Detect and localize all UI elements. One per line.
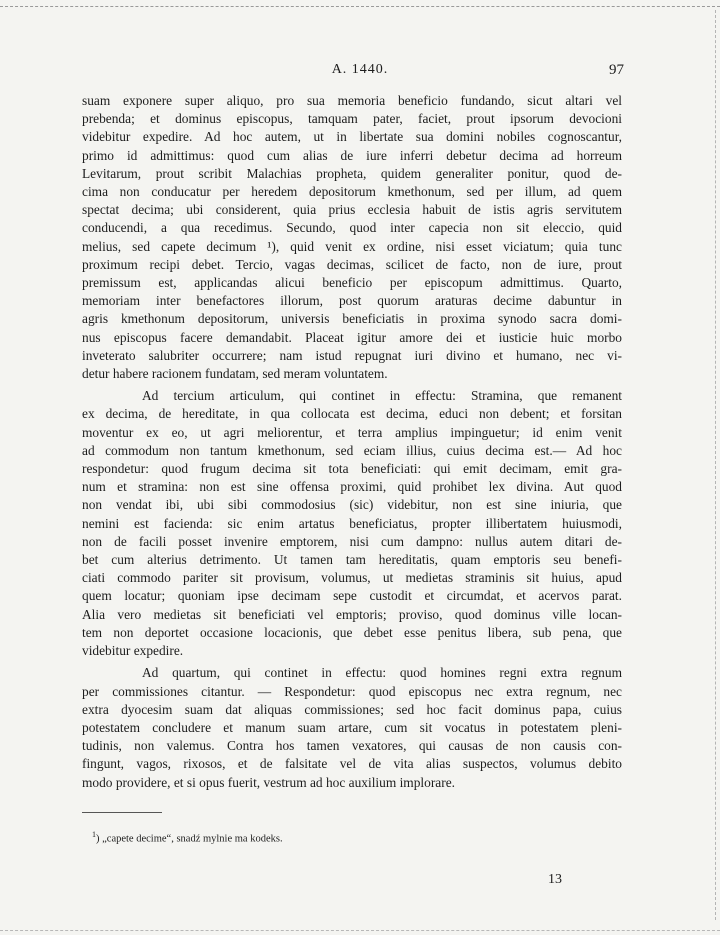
- text-line: Alia vero medietas sit beneficiati vel emptoris; proviso, quod dominus ville locan-: [82, 606, 622, 622]
- text-line: primo id admittimus: quod cum alias de iure inferri debetur decima ad horreum: [82, 147, 622, 163]
- page-bottom-edge: [0, 930, 720, 931]
- text-line: prebenda; et dominus episcopus, tamquam pater, faciet, prout ipsorum devocioni: [82, 111, 622, 127]
- text-line: nus episcopus facere demandabit. Placeat igitur amore dei et iusticie huic morbo: [82, 329, 622, 345]
- text-line: proximum recipi debet. Tercio, vagas decimas, scilicet de facto, non de iure, prout: [82, 256, 622, 272]
- text-line: potestatem concludere et manum suam artare, cum sit vocatus in potestatem pleni-: [82, 719, 622, 735]
- page-top-edge: [0, 6, 720, 7]
- text-line: spectat decima; ubi considerent, quia prius ecclesia habuit de istis agris servitutem: [82, 202, 622, 218]
- body-text: [82, 92, 622, 792]
- signature-mark: 13: [548, 872, 562, 887]
- text-line: ad commodum non tantum kmethonum, sed eciam illius, cuius decima est.— Ad hoc: [82, 442, 622, 458]
- text-line: agris kmethonum depositorum, universis beneficiatis in proxima synodo sacra domi-: [82, 311, 622, 327]
- text-line: memoriam inter benefactores illorum, post quorum araturas decime dabuntur in: [82, 293, 622, 309]
- footnote: [92, 830, 283, 845]
- page-number: 97: [609, 62, 624, 78]
- footnote-text: „capete decime“, snadź mylnie ma kodeks.: [102, 833, 283, 845]
- text-line: non vendat ibi, ubi sibi commodosius (sic) videbitur, non est sine iniuria, que: [82, 497, 622, 513]
- text-line: quem locatur; quoniam ipse decimam sepe custodit et circumdat, et acervos parat.: [82, 588, 622, 604]
- text-line: nemini est facienda: sic enim artatus beneficiatus, propter illibertatem huiusmodi,: [82, 515, 622, 531]
- text-line: Levitarum, prout scribit Malachias propheta, quidem generaliter ponitur, quod de-: [82, 165, 622, 181]
- text-line: videbitur expedire.: [82, 643, 184, 659]
- page-header: [0, 62, 720, 82]
- text-line: conducendi, a qua recedimus. Secundo, quod inter capecia non sit eleccio, quid: [82, 220, 622, 236]
- text-line: ciati commodo pariter sit provisum, volumus, ut medietas straminis sit huius, apud: [82, 570, 622, 586]
- text-line: detur habere racionem fundatam, sed meram voluntatem.: [82, 366, 388, 382]
- text-line: Ad quartum, qui continet in effectu: quod homines regni extra regnum: [142, 665, 622, 681]
- text-line: suam exponere super aliquo, pro sua memoria beneficio fundando, sicut altari vel: [82, 93, 622, 108]
- text-line: moventur ex eo, ut agri meliorentur, et terra amplius impinguetur; id enim venit: [82, 424, 622, 440]
- text-line: bet cum alterius detrimento. Ut tamen tam hereditatis, quam emptoris seu benefi-: [82, 552, 622, 568]
- text-line: inveterato salubriter occurrere; nam istud repugnat iuri divino et humano, nec vi-: [82, 347, 622, 363]
- running-title: A. 1440.: [331, 62, 389, 77]
- text-line: ex decima, de hereditate, in qua collocata est decima, educi non debent; et forsitan: [82, 406, 622, 422]
- text-line: melius, sed capete decimum ¹), quid venit ex ordine, nisi esset viciatum; quia tunc: [82, 238, 622, 254]
- footnote-marker-paren: ): [96, 833, 103, 845]
- text-line: premissum est, applicandas alicui beneficio per episcopum admittimus. Quarto,: [82, 275, 622, 291]
- text-line: cima non conducatur per heredem depositorum kmethonum, sed per illum, ad quem: [82, 184, 622, 200]
- text-line: extra dyocesim suam dat aliquas commissiones; sed hoc facit dominus papa, cuius: [82, 701, 622, 717]
- paragraph-2: [82, 387, 622, 660]
- paragraph-3: [82, 664, 622, 791]
- paragraph-1: [82, 92, 622, 383]
- footnote-rule: [82, 812, 162, 813]
- text-line: Ad tercium articulum, qui continet in effectu: Stramina, que remanent: [142, 388, 622, 404]
- text-line: fingunt, vagos, rixosos, et de falsitate vel de vita alias suspectos, volumus debito: [82, 756, 622, 772]
- text-line: non de facili posset invenire emptorem, nisi cum dampno: nullus autem ditari de-: [82, 533, 622, 549]
- text-line: tem non deportet occasione locacionis, que debet esse penitus libera, sub pena, que: [82, 624, 622, 640]
- text-line: modo providere, et si opus fuerit, vestrum ad hoc auxilium implorare.: [82, 774, 455, 790]
- footnote-marker: 1: [92, 830, 96, 839]
- text-line: per commissiones citantur. — Respondetur: quod episcopus nec extra regnum, nec: [82, 683, 622, 699]
- page-right-edge: [715, 10, 716, 920]
- text-line: respondetur: quod frugum decima sit tota beneficiati: qui emit decimam, emit gra-: [82, 461, 622, 477]
- text-line: tudinis, non valemus. Contra hos tamen vexatores, qui causas de non causis con-: [82, 738, 622, 754]
- text-line: videbitur expedire. Ad hoc autem, ut in libertate sua domini nobiles cognoscantur,: [82, 129, 622, 145]
- text-line: num et stramina: non est sine offensa proximi, quid prohibet lex divina. Aut quod: [82, 479, 622, 495]
